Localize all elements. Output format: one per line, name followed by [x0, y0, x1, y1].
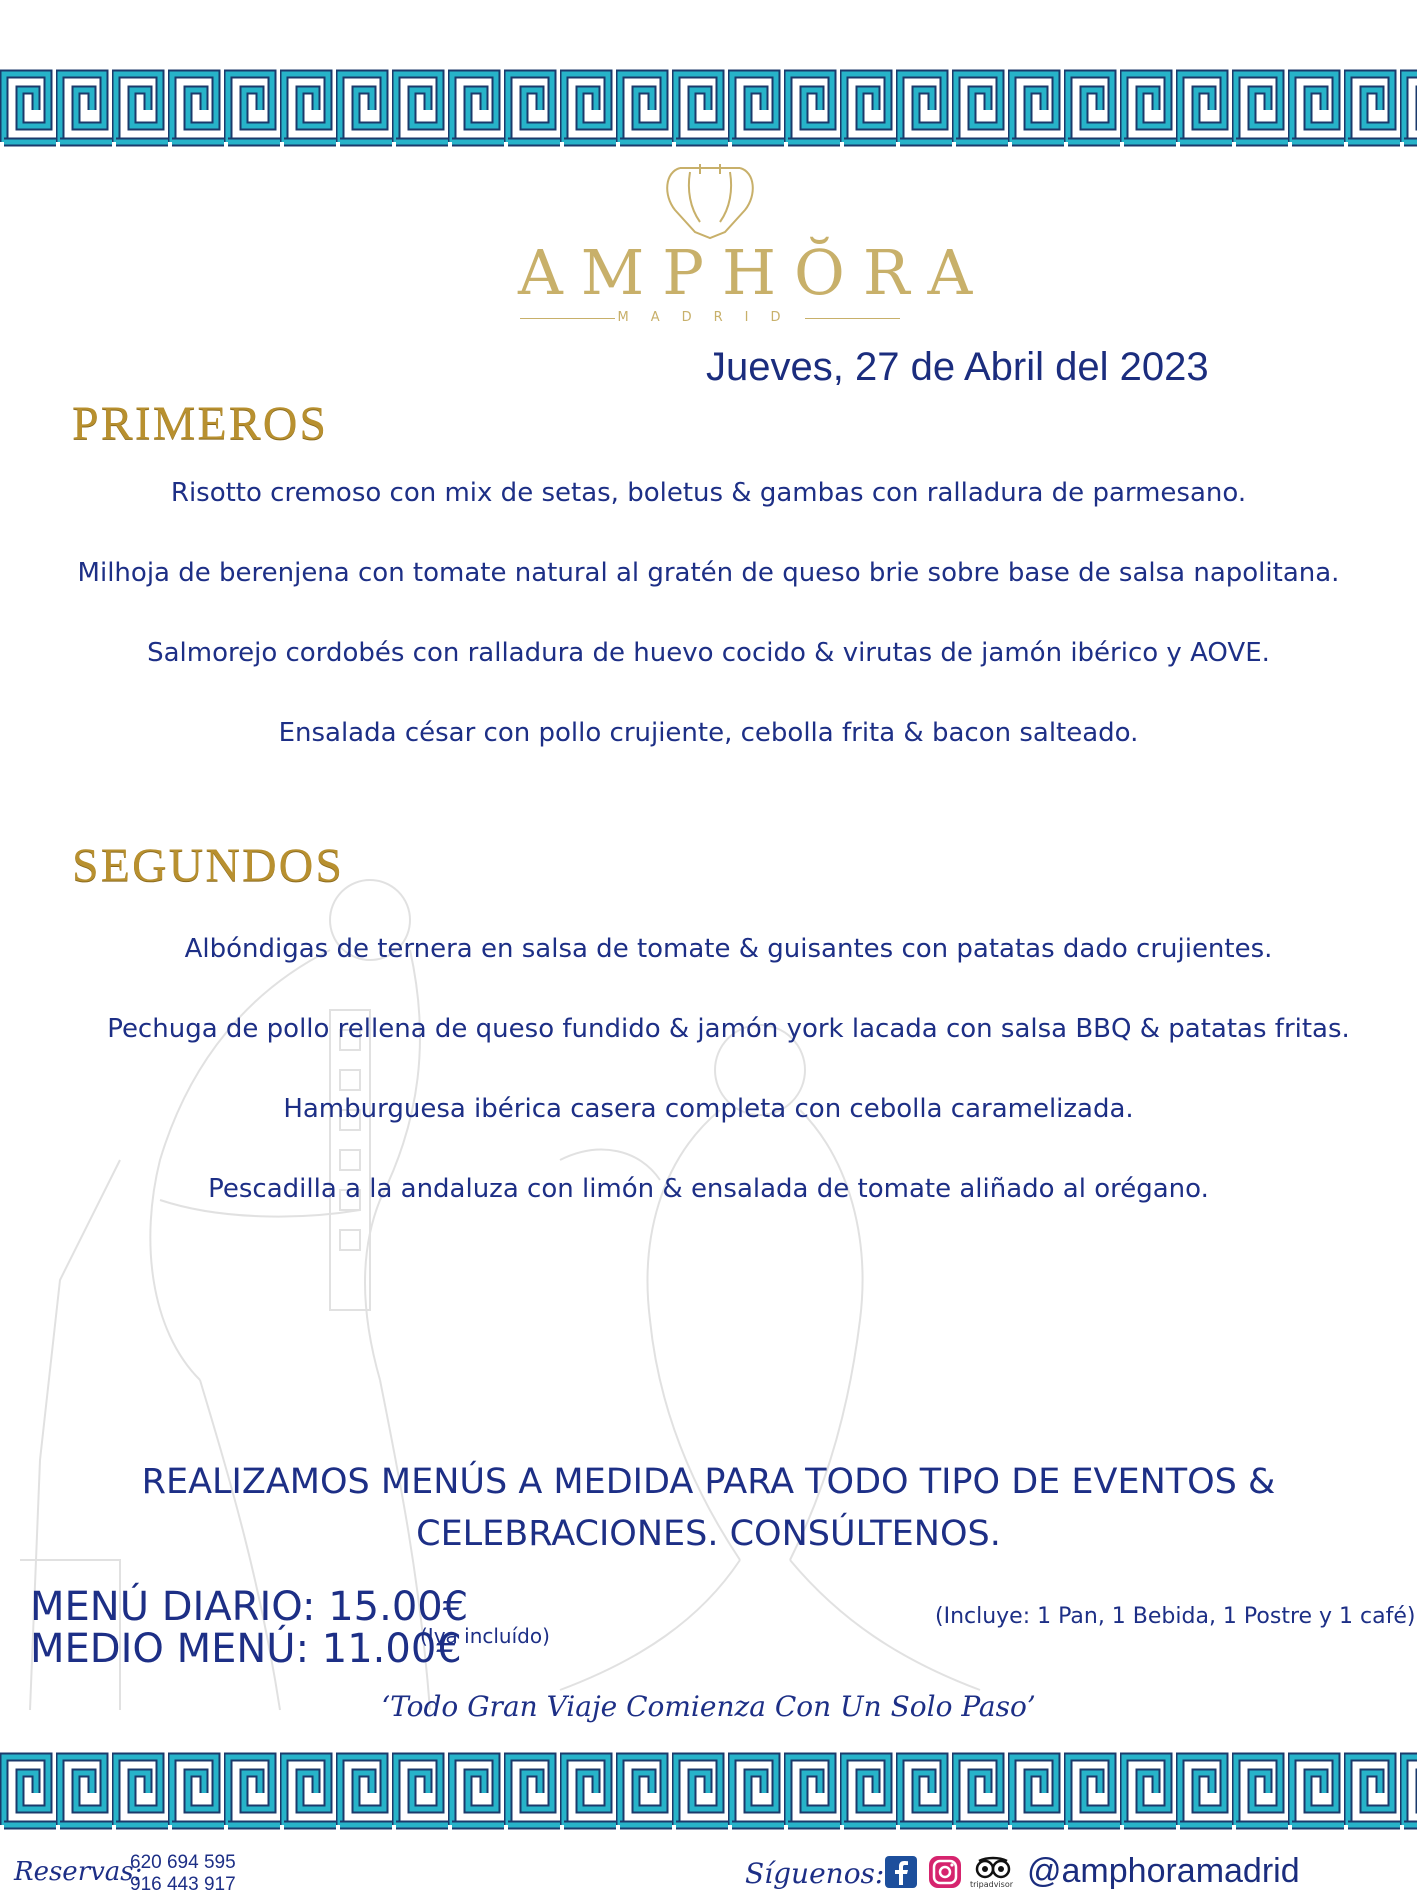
greek-key-border-bottom	[0, 1745, 1417, 1833]
iva-note: (Iva incluído)	[420, 1624, 550, 1648]
greek-key-border-top	[0, 62, 1417, 150]
primeros-title: PRIMEROS	[72, 397, 329, 450]
menu-date: Jueves, 27 de Abril del 2023	[706, 345, 1209, 389]
menu-diario-price: MENÚ DIARIO: 15.00€	[30, 1584, 469, 1630]
amphora-vase-icon	[655, 160, 765, 240]
segundos-title: SEGUNDOS	[72, 839, 345, 892]
motto-quote: ‘Todo Gran Viaje Comienza Con Un Solo Paso’	[381, 1690, 1036, 1723]
events-promo-line2: CELEBRACIONES. CONSÚLTENOS.	[416, 1514, 1001, 1554]
tripadvisor-label: tripadvisor	[970, 1880, 1014, 1889]
facebook-icon[interactable]	[884, 1855, 918, 1889]
primeros-dish: Ensalada césar con pollo crujiente, cebolla frita & bacon salteado.	[278, 718, 1139, 748]
tripadvisor-icon[interactable]	[975, 1856, 1011, 1882]
primeros-dish: Salmorejo cordobés con ralladura de huevo cocido & virutas de jamón ibérico y AOVE.	[147, 638, 1270, 668]
events-promo-line1: REALIZAMOS MENÚS A MEDIDA PARA TODO TIPO DE EVENTOS &	[141, 1462, 1276, 1502]
logo-subtitle: MADRID	[500, 310, 920, 325]
segundos-dish: Pechuga de pollo rellena de queso fundido & jamón york lacada con salsa BBQ & patatas fritas.	[107, 1014, 1350, 1044]
medio-menu-price: MEDIO MENÚ: 11.00€	[30, 1626, 462, 1672]
segundos-dish: Albóndigas de ternera en salsa de tomate & guisantes con patatas dado crujientes.	[184, 934, 1273, 964]
phone-number[interactable]: 620 694 595	[130, 1852, 236, 1873]
segundos-dish: Pescadilla a la andaluza con limón & ensalada de tomate aliñado al orégano.	[208, 1174, 1209, 1204]
amphora-logo	[500, 160, 991, 340]
segundos-dish: Hamburguesa ibérica casera completa con cebolla caramelizada.	[283, 1094, 1134, 1124]
siguenos-label: Síguenos:	[745, 1857, 885, 1890]
reservas-label: Reservas:	[14, 1857, 143, 1887]
phone-number[interactable]: 916 443 917	[130, 1874, 236, 1895]
logo-wordmark: AMPHŎRA	[518, 236, 991, 309]
primeros-dish: Risotto cremoso con mix de setas, boletus & gambas con ralladura de parmesano.	[170, 478, 1247, 508]
primeros-dish: Milhoja de berenjena con tomate natural al gratén de queso brie sobre base de salsa napolitana.	[77, 558, 1340, 588]
social-handle[interactable]: @amphoramadrid	[1027, 1852, 1300, 1890]
instagram-icon[interactable]	[928, 1855, 962, 1889]
includes-note: (Incluye: 1 Pan, 1 Bebida, 1 Postre y 1 café)	[935, 1604, 1416, 1629]
